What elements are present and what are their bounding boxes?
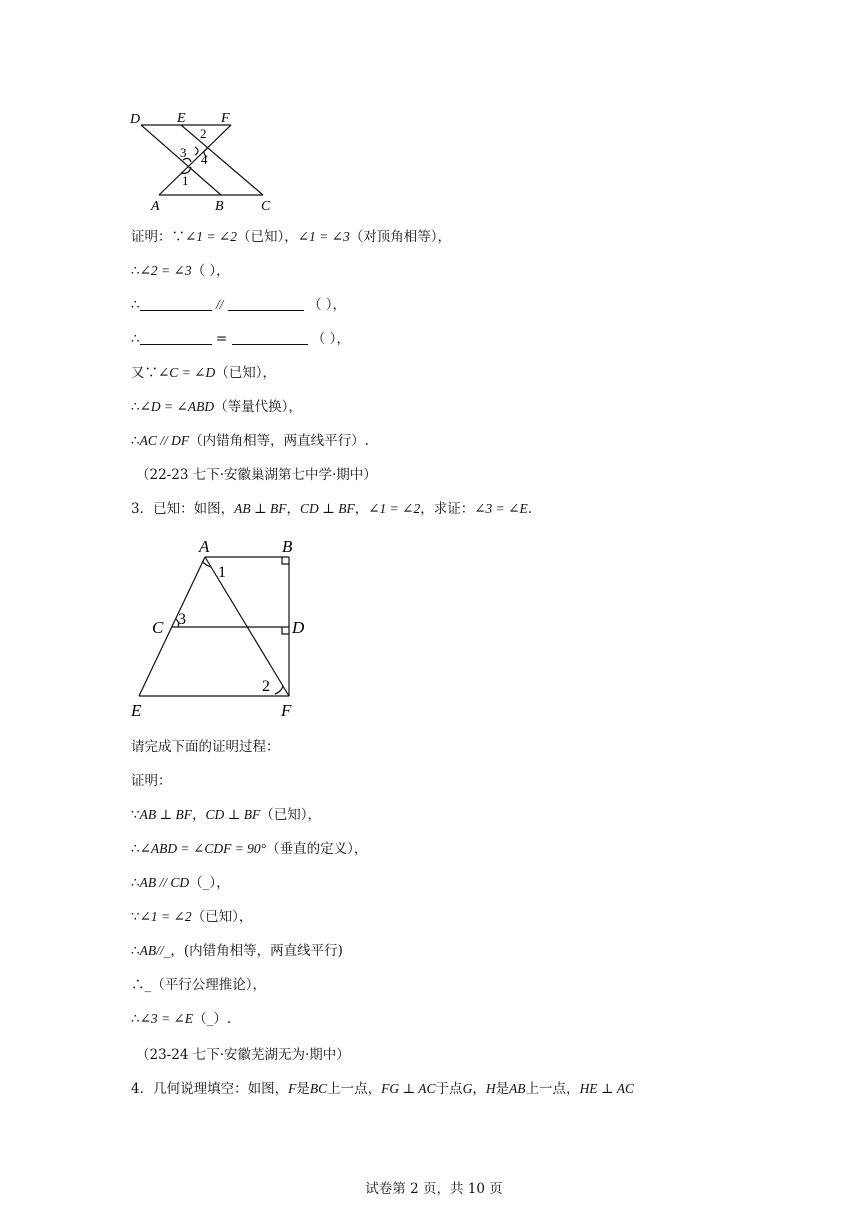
math: ∠1 = ∠3 [297,229,350,244]
text: （对顶角相等）， [349,229,451,245]
p2-line-4 [131,330,350,348]
text: 是 [495,1081,510,1097]
fig2-label-D: D [292,618,305,637]
p3-line-6 [131,976,266,994]
fig1-angle-4: 4 [201,152,208,167]
fig2-label-E: E [131,701,142,720]
math: HE ⊥ AC [579,1081,635,1096]
text: . [527,501,532,517]
fig1-label-A: A [151,199,160,214]
question-number: 4． [131,1081,154,1097]
p3-prompt: 请完成下面的证明过程： [131,739,280,755]
math: ∠2 = ∠3 [139,263,192,278]
text: ∴ [131,977,145,993]
text: ∴ [131,297,140,313]
math: ∠3 = ∠E [474,501,528,516]
text: ，求证： [420,501,475,517]
p3-line-5 [131,942,343,960]
answer-blank[interactable] [140,296,212,311]
p2-line-1 [131,228,451,246]
math: CD ⊥ BF [300,501,355,516]
math: ∠C = ∠D [158,365,216,380]
text: ∴ [131,1011,140,1027]
p4-source: （23-24 七下·安徽芜湖无为·期中） [136,1047,350,1063]
text: 上一点， [525,1081,580,1097]
p3-proof-label: 证明： [131,773,172,789]
text: ， [192,807,206,823]
fig2-label-F: F [281,701,292,720]
answer-blank[interactable] [228,296,304,311]
math: AB// [139,943,164,958]
text: （ ）， [191,263,230,279]
fig1-angle-1: 1 [182,173,189,188]
text: ∴ [131,943,140,959]
p4-stem [131,1080,634,1098]
text: （已知）， [260,807,321,823]
math: AB ⊥ BF [139,807,193,822]
fig1-label-B: B [215,199,224,214]
p2-line-5 [131,364,276,382]
text: 于点 [435,1081,463,1097]
math: ∠1 = ∠2 [368,501,421,516]
text: 证明：∵ [131,229,185,245]
text: ∴ [131,263,140,279]
answer-blank[interactable] [140,330,212,345]
text: ∴ [131,433,140,449]
text: 几何说理填空：如图， [153,1081,289,1097]
text: （ ）， [311,331,350,347]
fig2-angle-3: 3 [178,611,186,628]
p3-line-7 [131,1010,231,1028]
math: H [485,1081,496,1096]
math: AB [509,1081,526,1096]
text: 是 [296,1081,310,1097]
math: G [462,1081,473,1096]
text: _（平行公理推论）， [144,977,266,993]
text: ∵ [131,807,140,823]
figure-trapezoid [125,533,325,723]
text: ， [354,501,369,517]
text: （_）. [193,1011,232,1027]
math: CD ⊥ BF [205,807,261,822]
math: ∠1 = ∠2 [139,909,192,924]
text: （已知）， [215,365,276,381]
text: _，(内错角相等，两直线平行) [163,943,343,959]
fig2-label-A: A [199,537,210,556]
text: 又∵ [131,365,158,381]
question-number: 3． [131,501,154,517]
p2-line-6 [131,398,302,416]
fig2-label-B: B [282,537,293,556]
p3-source: （22-23 七下·安徽巢湖第七中学·期中） [136,467,377,483]
p2-line-2 [131,262,230,280]
text: （等量代换）， [214,399,302,415]
text: ∴ [131,331,140,347]
fig1-label-F: F [221,111,230,126]
figure-parallel-lines [125,105,285,217]
fig1-angle-2: 2 [200,126,207,141]
text: （内错角相等，两直线平行）. [189,433,369,449]
math: ∠3 = ∠E [139,1011,194,1026]
math: // [215,297,224,312]
fig2-label-C: C [152,618,164,637]
p2-line-3 [131,296,346,314]
math: BC [309,1081,328,1096]
fig1-label-D: D [130,112,141,127]
text: ∵ [131,909,140,925]
fig2-angle-1: 1 [218,564,226,581]
text: ∴ [131,399,140,415]
answer-blank[interactable] [232,330,308,345]
text: ∴ [131,841,140,857]
text: （已知）， [191,909,253,925]
math: AC // DF [139,433,190,448]
math: AB // CD [139,875,190,890]
math: ∠1 = ∠2 [185,229,237,244]
fig1-label-E: E [177,111,186,126]
p3-line-1 [131,806,321,824]
fig1-angle-3: 3 [180,145,187,160]
math: ∠D = ∠ABD [139,399,215,414]
text: ， [286,501,301,517]
text: （垂直的定义）， [266,841,368,857]
math: FG ⊥ AC [381,1081,436,1096]
p3-line-4 [131,908,252,926]
math: F [288,1081,297,1096]
math: AB ⊥ BF [234,501,287,516]
math: ∠ABD = ∠CDF = 90° [139,841,267,856]
text: 上一点， [327,1081,382,1097]
p3-stem [131,500,532,518]
text: ∴ [131,875,140,891]
text: （ ）， [308,297,347,313]
p2-line-7 [131,432,369,450]
page-footer: 试卷第 2 页，共 10 页 [365,1181,503,1197]
text: ， [472,1081,486,1097]
text: （_）， [189,875,230,891]
fig1-label-C: C [261,199,271,214]
fig2-angle-2: 2 [262,678,270,695]
math: = [215,331,228,347]
text: （已知）， [236,229,298,245]
text: 已知：如图， [153,501,235,517]
p3-line-3 [131,874,230,892]
p3-line-2 [131,840,367,858]
